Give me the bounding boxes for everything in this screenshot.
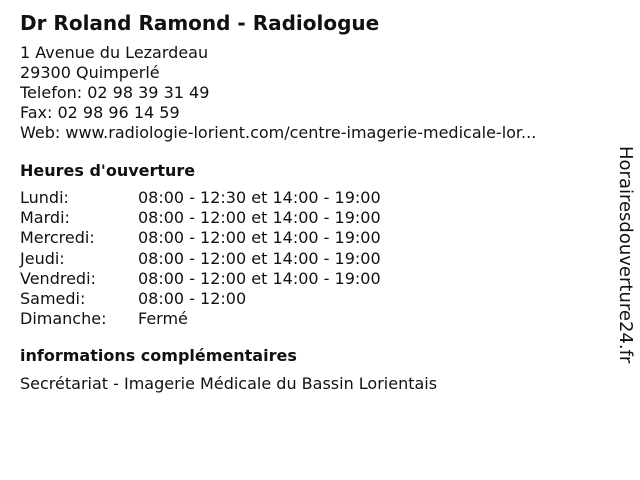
fax-number: Fax: 02 98 96 14 59: [20, 103, 180, 122]
time-range: 08:00 - 12:30 et 14:00 - 19:00: [138, 188, 381, 207]
day-label: Mercredi:: [20, 228, 95, 248]
business-card: [20, 9, 600, 394]
hours-row-saturday: [20, 289, 600, 309]
day-label: Lundi:: [20, 188, 69, 207]
additional-info-heading: informations complémentaires: [20, 346, 297, 366]
hours-row-thursday: [20, 249, 600, 269]
time-range: 08:00 - 12:00 et 14:00 - 19:00: [138, 228, 381, 248]
phone-number: Telefon: 02 98 39 31 49: [20, 83, 210, 102]
time-range: 08:00 - 12:00 et 14:00 - 19:00: [138, 268, 381, 288]
website-line: Web: www.radiologie-lorient.com/centre-imagerie-medicale-lor...: [20, 123, 537, 142]
day-label: Mardi:: [20, 208, 70, 228]
day-label: Dimanche:: [20, 309, 107, 329]
hours-row-friday: [20, 269, 600, 289]
hours-row-tuesday: [20, 208, 600, 228]
day-label: Vendredi:: [20, 268, 96, 288]
hours-row-sunday: [20, 309, 600, 329]
time-range: 08:00 - 12:00: [138, 289, 247, 309]
hours-row-wednesday: [20, 228, 600, 248]
day-label: Samedi:: [20, 289, 86, 309]
site-watermark: Horairesdouverture24.fr: [615, 146, 636, 364]
time-range: 08:00 - 12:00 et 14:00 - 19:00: [138, 208, 381, 228]
street-address: 1 Avenue du Lezardeau: [20, 43, 209, 62]
time-range: Fermé: [138, 309, 188, 329]
opening-hours-table: [20, 188, 600, 329]
opening-hours-heading: Heures d'ouverture: [20, 161, 196, 180]
address-block: [20, 43, 600, 143]
hours-row-monday: [20, 188, 600, 208]
time-range: 08:00 - 12:00 et 14:00 - 19:00: [138, 248, 381, 268]
additional-info-text: Secrétariat - Imagerie Médicale du Bassin Lorientais: [20, 374, 438, 394]
day-label: Jeudi:: [20, 248, 65, 268]
page-title: Dr Roland Ramond - Radiologue: [20, 11, 380, 35]
city-postal: 29300 Quimperlé: [20, 63, 160, 82]
